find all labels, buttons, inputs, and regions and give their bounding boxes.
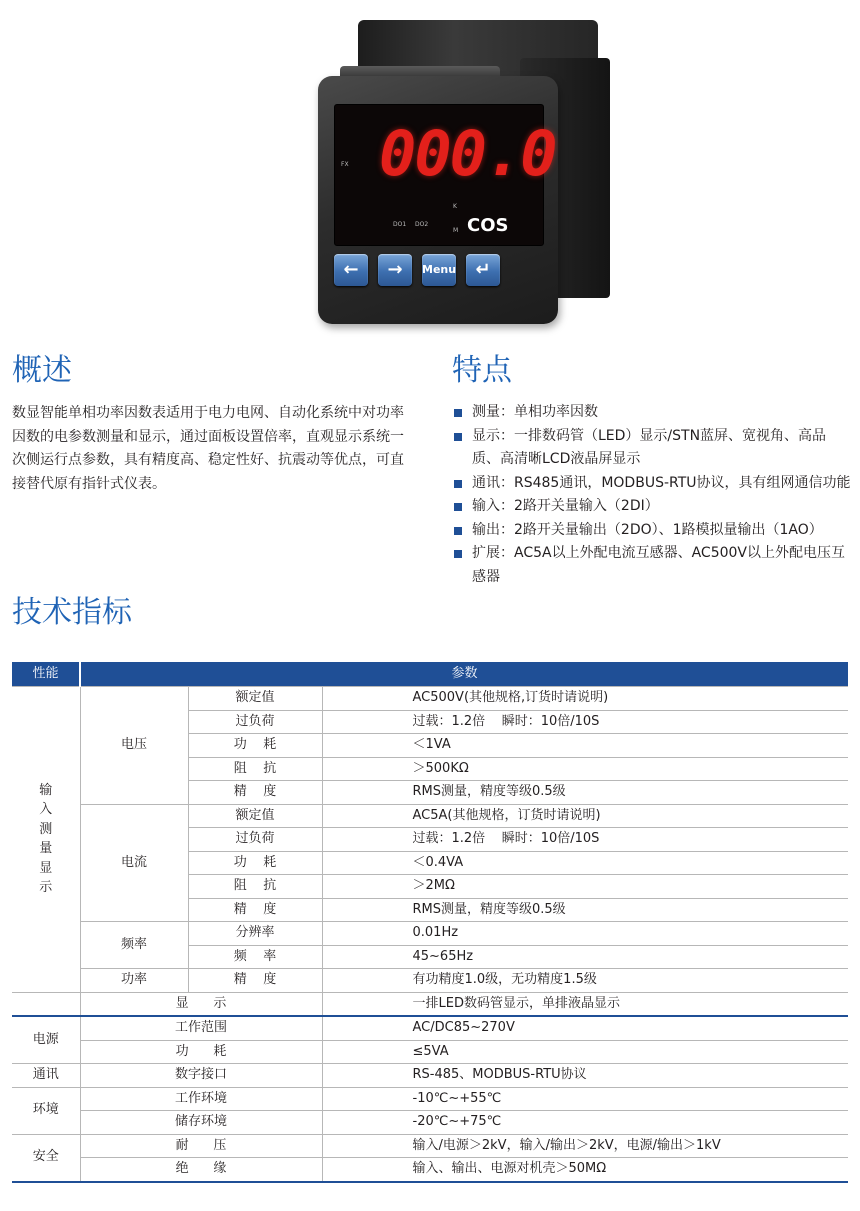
param-value: ＜1VA — [322, 734, 848, 758]
table-row — [12, 1064, 848, 1088]
table-row — [12, 1158, 848, 1182]
param-key: 额定值 — [188, 804, 322, 828]
param-value: RMS测量，精度等级0.5级 — [322, 898, 848, 922]
param-key: 频 率 — [188, 945, 322, 969]
row-label-current: 电流 — [80, 804, 188, 922]
list-item: 扩展：AC5A以上外配电流互感器、AC500V以上外配电压互感器 — [452, 542, 852, 589]
row-label-supply: 电源 — [12, 1016, 80, 1064]
param-value: AC5A(其他规格，订货时请说明) — [322, 804, 848, 828]
param-key: 过负荷 — [188, 710, 322, 734]
param-value: ＞500KΩ — [322, 757, 848, 781]
list-item: 通讯：RS485通讯，MODBUS-RTU协议，具有组网通信功能 — [452, 472, 852, 496]
table-row — [12, 804, 848, 828]
param-value: 输入、输出、电源对机壳＞50MΩ — [322, 1158, 848, 1182]
table-row — [12, 1134, 848, 1158]
row-label-env: 环境 — [12, 1087, 80, 1134]
param-value: -20℃~+75℃ — [322, 1111, 848, 1135]
param-key: 过负荷 — [188, 828, 322, 852]
led-digits: 000.0 — [379, 117, 556, 190]
param-key: 功 耗 — [188, 734, 322, 758]
table-row — [12, 992, 848, 1016]
menu-button: Menu — [422, 254, 456, 286]
table-row — [12, 922, 848, 946]
meter-display — [334, 104, 556, 246]
table-row — [12, 1040, 848, 1064]
k-label: K — [453, 203, 457, 210]
header-performance: 性能 — [12, 662, 80, 687]
features-list — [452, 401, 852, 589]
param-key: 阻 抗 — [188, 875, 322, 899]
param-value: 45~65Hz — [322, 945, 848, 969]
param-key: 耐 压 — [80, 1134, 322, 1158]
right-arrow-button: → — [378, 254, 412, 286]
header-parameters: 参数 — [80, 662, 848, 687]
param-value: 过载：1.2倍 瞬时：10倍/10S — [322, 710, 848, 734]
row-label-frequency: 频率 — [80, 922, 188, 969]
param-value: RS-485、MODBUS-RTU协议 — [322, 1064, 848, 1088]
list-item: 显示：一排数码管（LED）显示/STN蓝屏、宽视角、高品质、高清晰LCD液晶屏显示 — [452, 425, 852, 472]
group-input: 输 入 测 量 显 示 — [12, 687, 80, 993]
param-key: 阻 抗 — [188, 757, 322, 781]
param-key: 精 度 — [188, 781, 322, 805]
param-value: AC/DC85~270V — [322, 1016, 848, 1040]
param-key: 额定值 — [188, 687, 322, 711]
param-key: 功 耗 — [80, 1040, 322, 1064]
param-key: 绝 缘 — [80, 1158, 322, 1182]
param-key: 精 度 — [188, 898, 322, 922]
meter-front-panel — [318, 76, 558, 324]
param-key: 储存环境 — [80, 1111, 322, 1135]
row-label-power: 功率 — [80, 969, 188, 993]
param-value: 过载：1.2倍 瞬时：10倍/10S — [322, 828, 848, 852]
list-item: 输出：2路开关量输出（2DO）、1路模拟量输出（1AO） — [452, 519, 852, 543]
param-value: ≤5VA — [322, 1040, 848, 1064]
spec-heading: 技术指标 — [12, 595, 132, 630]
cos-label: COS — [467, 215, 509, 236]
param-value: 输入/电源＞2kV，输入/输出＞2kV，电源/输出＞1kV — [322, 1134, 848, 1158]
param-key: 显 示 — [80, 992, 322, 1016]
fx-label: FX — [341, 161, 349, 168]
param-value: ＞2MΩ — [322, 875, 848, 899]
table-row — [12, 969, 848, 993]
param-value: ＜0.4VA — [322, 851, 848, 875]
param-value: RMS测量，精度等级0.5级 — [322, 781, 848, 805]
param-key: 工作环境 — [80, 1087, 322, 1111]
spec-table — [12, 662, 848, 1183]
param-value: AC500V(其他规格,订货时请说明) — [322, 687, 848, 711]
enter-button: ↵ — [466, 254, 500, 286]
row-label-safety: 安全 — [12, 1134, 80, 1182]
table-row — [12, 687, 848, 711]
param-key: 数字接口 — [80, 1064, 322, 1088]
table-row — [12, 1016, 848, 1040]
list-item: 测量：单相功率因数 — [452, 401, 852, 425]
overview-text: 数显智能单相功率因数表适用于电力电网、自动化系统中对功率因数的电参数测量和显示，通过面板设置倍率，直观显示系统一次侧运行点参数，具有精度高、稳定性好、抗震动等优点，可直接替代原有指针式仪表。 — [12, 405, 404, 492]
table-row — [12, 1087, 848, 1111]
row-label-voltage: 电压 — [80, 687, 188, 805]
table-header-row — [12, 662, 848, 687]
param-value: 0.01Hz — [322, 922, 848, 946]
product-image — [300, 18, 620, 328]
blank-cell — [12, 992, 80, 1016]
param-value: 一排LED数码管显示，单排液晶显示 — [322, 992, 848, 1016]
row-label-comm: 通讯 — [12, 1064, 80, 1088]
do1-label: DO1 — [393, 221, 407, 228]
param-key: 工作范围 — [80, 1016, 322, 1040]
param-key: 分辨率 — [188, 922, 322, 946]
list-item: 输入：2路开关量输入（2DI） — [452, 495, 852, 519]
table-row — [12, 1111, 848, 1135]
param-key: 精 度 — [188, 969, 322, 993]
do2-label: DO2 — [415, 221, 429, 228]
param-value: 有功精度1.0级，无功精度1.5级 — [322, 969, 848, 993]
m-label: M — [453, 227, 459, 234]
features-heading: 特点 — [452, 353, 512, 388]
param-key: 功 耗 — [188, 851, 322, 875]
param-value: -10℃~+55℃ — [322, 1087, 848, 1111]
left-arrow-button: ← — [334, 254, 368, 286]
overview-heading: 概述 — [12, 353, 72, 388]
